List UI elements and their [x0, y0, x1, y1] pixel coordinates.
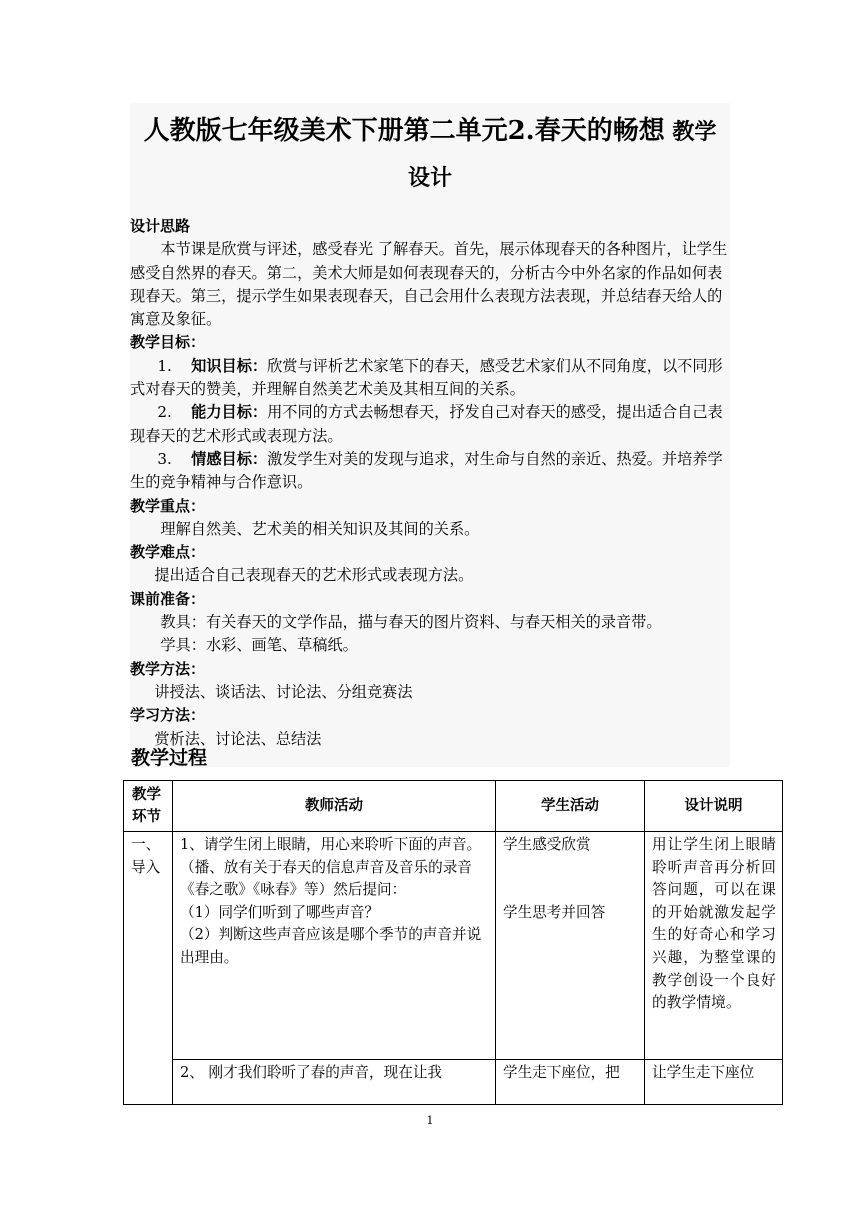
design-text: 本节课是欣赏与评述，感受春光 了解春天。首先，展示体现春天的各种图片，让学生感受自然界的春天。第二，美术大师是如何表现春天的，分析古今中外名家的作品如何表现春天。第三，提示学生如果表现春天，自己会用什么表现方法表现，并总结春天给人的寓意及象征。: [130, 240, 728, 329]
header-student: 学生活动: [496, 781, 645, 832]
key-heading: 教学重点：: [130, 496, 206, 515]
student-cell: [496, 832, 645, 1060]
goal-item-2: 2. 能力目标：用不同的方式去畅想春天，抒发自己对春天的感受，提出适合自己表现春天的艺术形式或表现方法。: [130, 403, 723, 445]
title-main: 人教版七年级美术下册第二单元2.春天的畅想: [143, 116, 665, 146]
title-line2: 设计: [407, 165, 452, 191]
prep-student: 学具：水彩、画笔、草稿纸。: [160, 636, 358, 655]
difficult-heading: 教学难点：: [130, 543, 206, 562]
page-number: 1: [426, 1114, 434, 1127]
teacher-cell-2: 2、 刚才我们聆听了春的声音，现在让我: [173, 1060, 496, 1105]
method-heading: 教学方法：: [130, 659, 206, 678]
table-row: [124, 832, 783, 1060]
goals-heading: 教学目标：: [130, 333, 206, 352]
document-title: [130, 108, 730, 201]
teacher-question-1: （1）同学们听到了哪些声音？: [180, 903, 380, 921]
key-text: 理解自然美、艺术美的相关知识及其间的关系。: [160, 519, 480, 538]
header-teacher: 教师活动: [173, 781, 496, 832]
learn-heading: 学习方法：: [130, 706, 206, 725]
prep-heading: 课前准备：: [130, 589, 206, 608]
header-design: 设计说明: [645, 781, 783, 832]
learn-text: 赏析法、讨论法、总结法: [154, 729, 322, 748]
teacher-instruction: 1、请学生闭上眼睛，用心来聆听下面的声音。（播、放有关于春天的信息声音及音乐的录音《春之歌》《咏春》等）然后提问：: [180, 836, 482, 899]
design-cell-2: 让学生走下座位: [645, 1060, 783, 1105]
teacher-cell: [173, 832, 496, 1060]
document-body: [130, 215, 732, 751]
teacher-question-2: （2）判断这些声音应该是哪个季节的声音并说出理由。: [180, 926, 482, 966]
student-activity-a: 学生感受欣赏: [503, 836, 591, 853]
process-heading: 教学过程: [131, 747, 208, 769]
process-table: [123, 780, 783, 1105]
student-cell-2: 学生走下座位，把: [496, 1060, 645, 1105]
student-activity-b: 学生思考并回答: [503, 903, 606, 921]
table-row: [124, 1060, 783, 1105]
design-cell: 用让学生闭上眼睛聆听声音再分析回答问题，可以在课的开始就激发起学生的好奇心和学习兴趣，为整堂课的教学创设一个良好的教学情境。: [645, 832, 783, 1060]
design-heading: 设计思路: [130, 217, 191, 235]
goal-item-3: 3. 情感目标：激发学生对美的发现与追求，对生命与自然的亲近、热爱。并培养学生的竞争精神与合作意识。: [130, 449, 723, 492]
goal-item-1: 1. 知识目标：欣赏与评析艺术家笔下的春天，感受艺术家们从不同角度，以不同形式对春天的赞美，并理解自然美艺术美及其相互间的关系。: [130, 356, 723, 399]
method-text: 讲授法、谈话法、讨论法、分组竞赛法: [154, 682, 413, 701]
difficult-text: 提出适合自己表现春天的艺术形式或表现方法。: [154, 566, 474, 585]
table-header-row: [124, 781, 783, 832]
prep-teacher: 教具：有关春天的文学作品，描与春天的图片资料、与春天相关的录音带。: [160, 613, 662, 632]
title-suffix: 教学: [664, 119, 717, 145]
stage-cell: 一、导入: [124, 832, 173, 1105]
header-stage: 教学环节: [124, 781, 173, 832]
